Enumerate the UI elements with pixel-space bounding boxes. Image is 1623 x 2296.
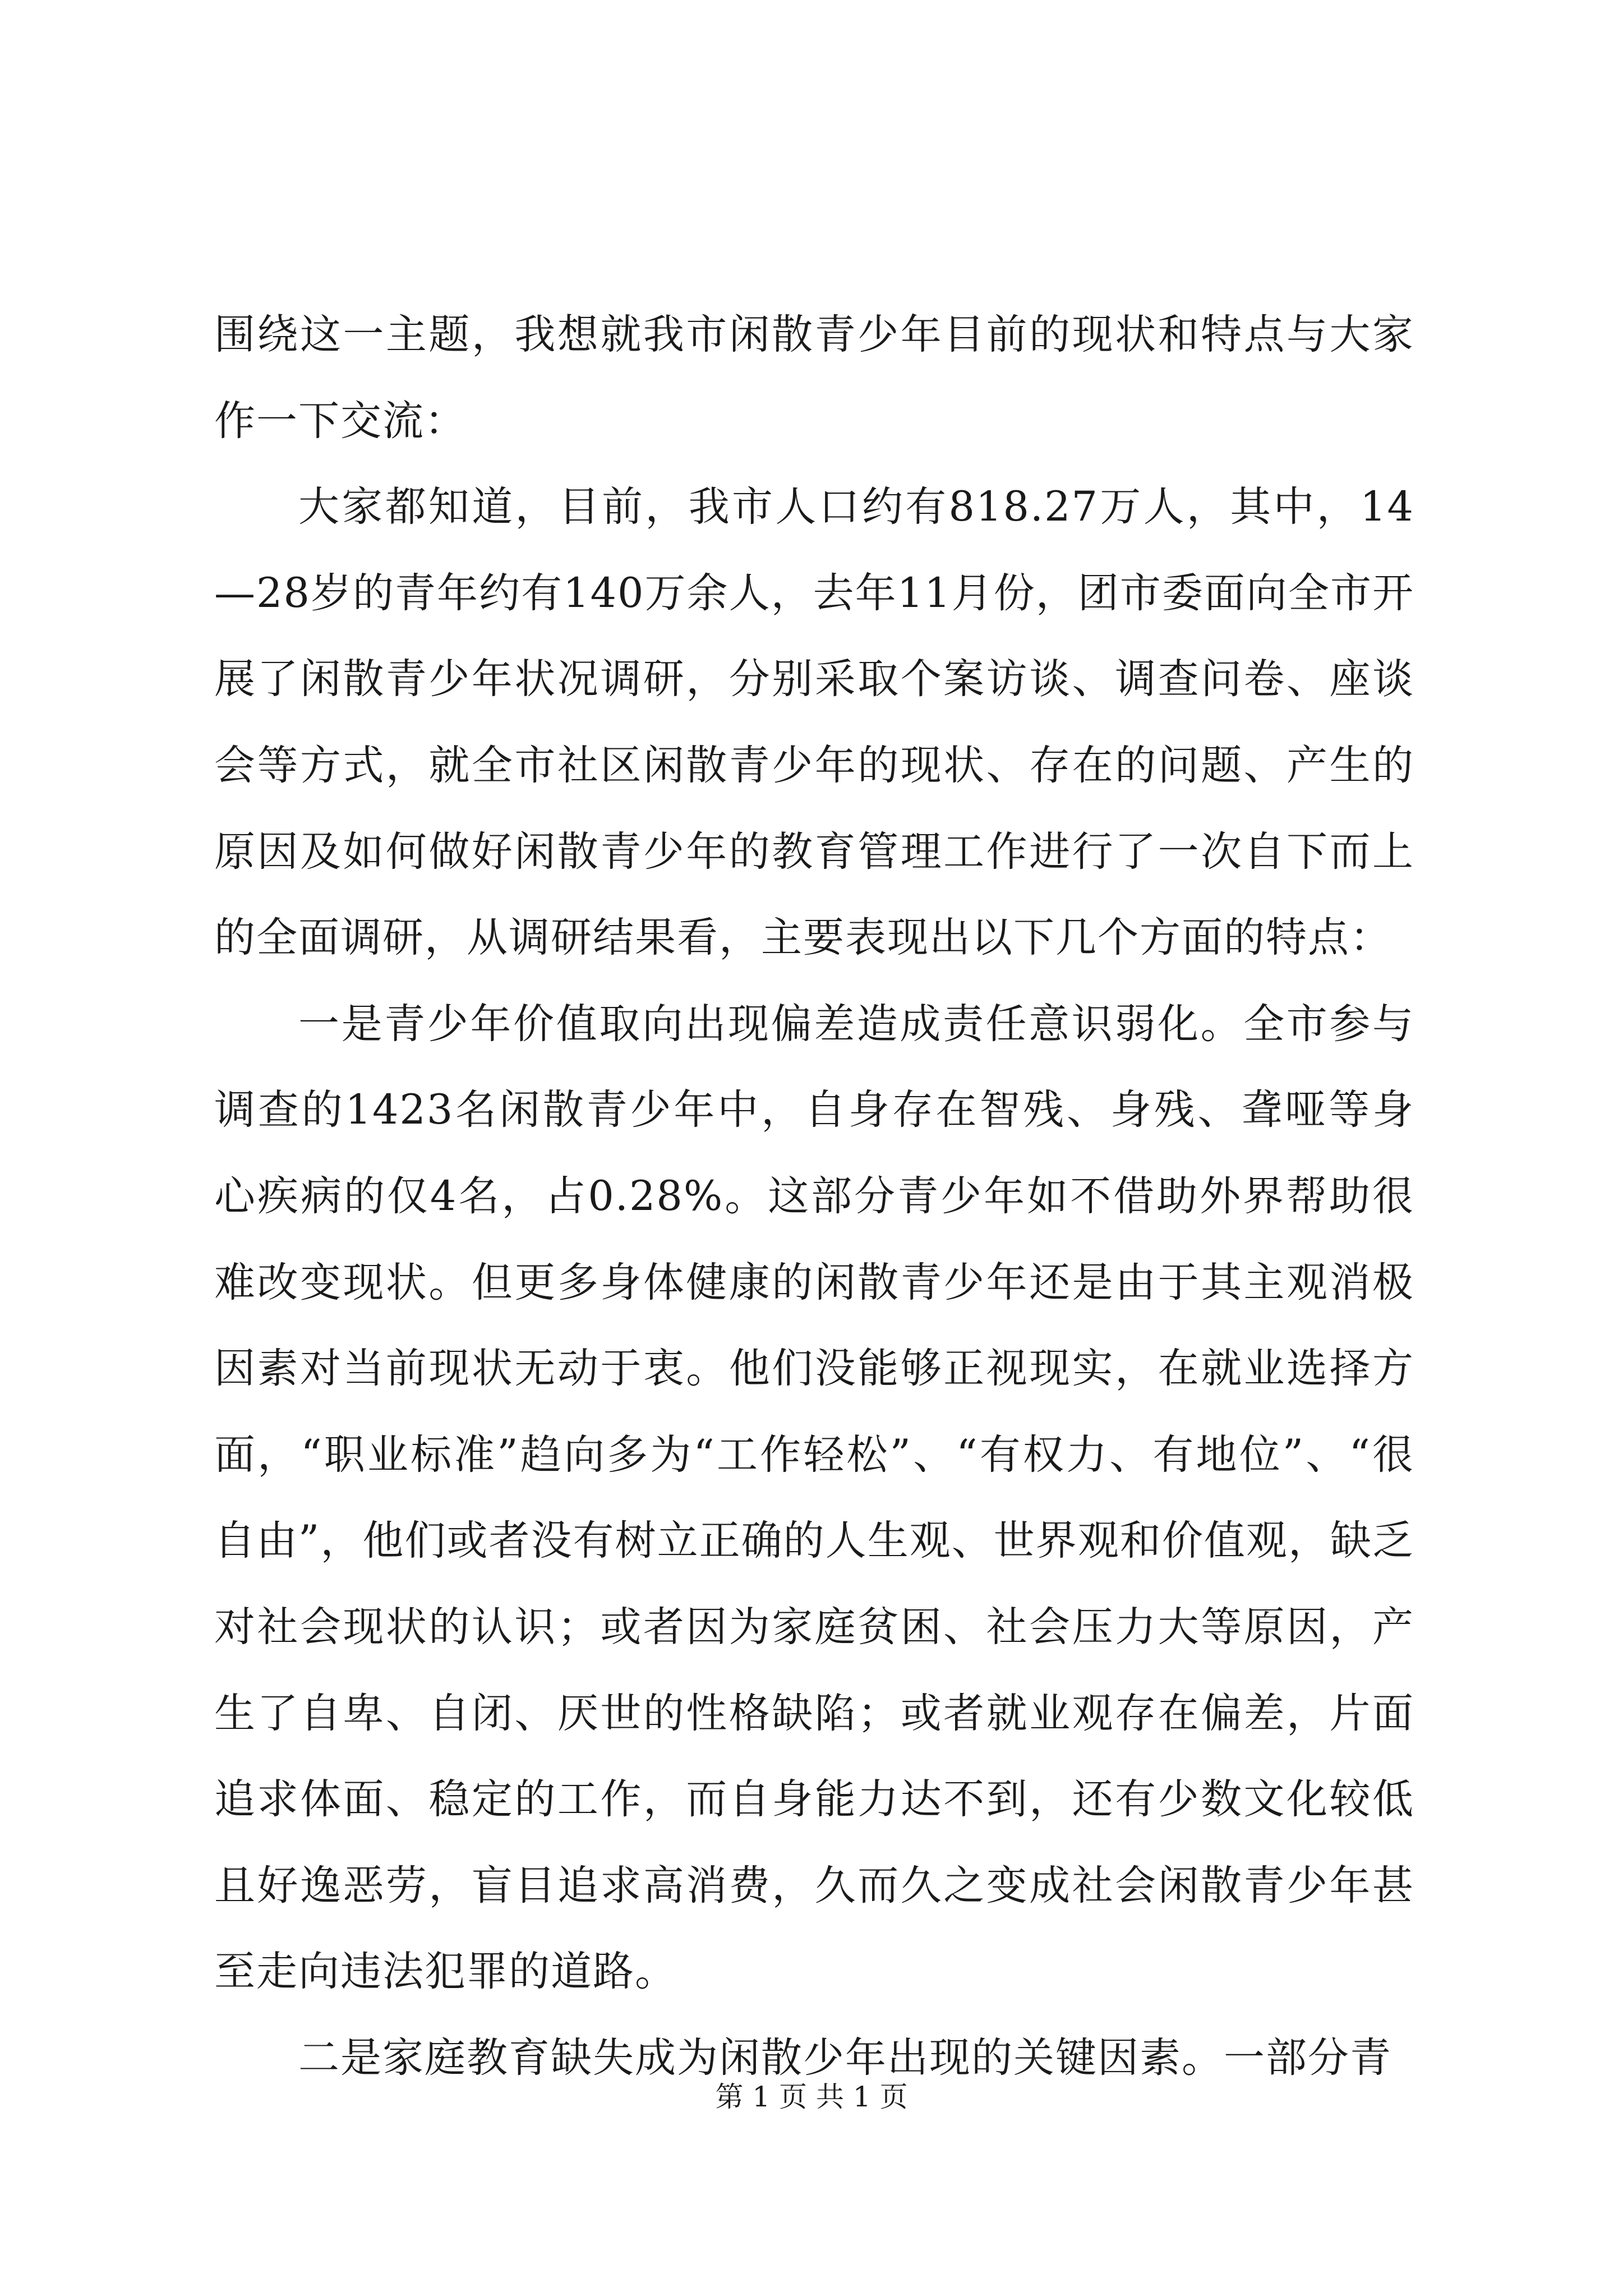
paragraph-intro: 围绕这一主题，我想就我市闲散青少年目前的现状和特点与大家作一下交流： <box>214 311 1414 445</box>
document-body <box>214 292 1414 2101</box>
paragraph-point-two: 二是家庭教育缺失成为闲散少年出现的关键因素。一部分青 <box>298 2033 1392 2082</box>
paragraph-point-one: 一是青少年价值取向出现偏差造成责任意识弱化。全市参与调查的1423名闲散青少年中，自身存在智残、身残、聋哑等身心疾病的仅4名，占0.28%。这部分青少年如不借助外界帮助很难改变现状。但更多身体健康的闲散青少年还是由于其主观消极因素对当前现状无动于衷。他们没能够正视现实，在就业选择方面，“职业标准”趋向多为“工作轻松”、“有权力、有地位”、“很自由”，他们或者没有树立正确的人生观、世界观和价值观，缺乏对社会现状的认识；或者因为家庭贫困、社会压力大等原因，产生了自卑、自闭、厌世的性格缺陷；或者就业观存在偏差，片面追求体面、稳定的工作，而自身能力达不到，还有少数文化较低且好逸恶劳，盲目追求高消费，久而久之变成社会闲散青少年甚至走向违法犯罪的道路。 <box>214 1000 1414 1996</box>
paragraph-overview: 大家都知道，目前，我市人口约有818.27万人，其中，14—28岁的青年约有140万余人，去年11月份，团市委面向全市开展了闲散青少年状况调研，分别采取个案访谈、调查问卷、座谈会等方式，就全市社区闲散青少年的现状、存在的问题、产生的原因及如何做好闲散青少年的教育管理工作进行了一次自下而上的全面调研，从调研结果看，主要表现出以下几个方面的特点： <box>214 483 1414 962</box>
page-number-footer: 第 1 页 共 1 页 <box>715 2081 908 2113</box>
